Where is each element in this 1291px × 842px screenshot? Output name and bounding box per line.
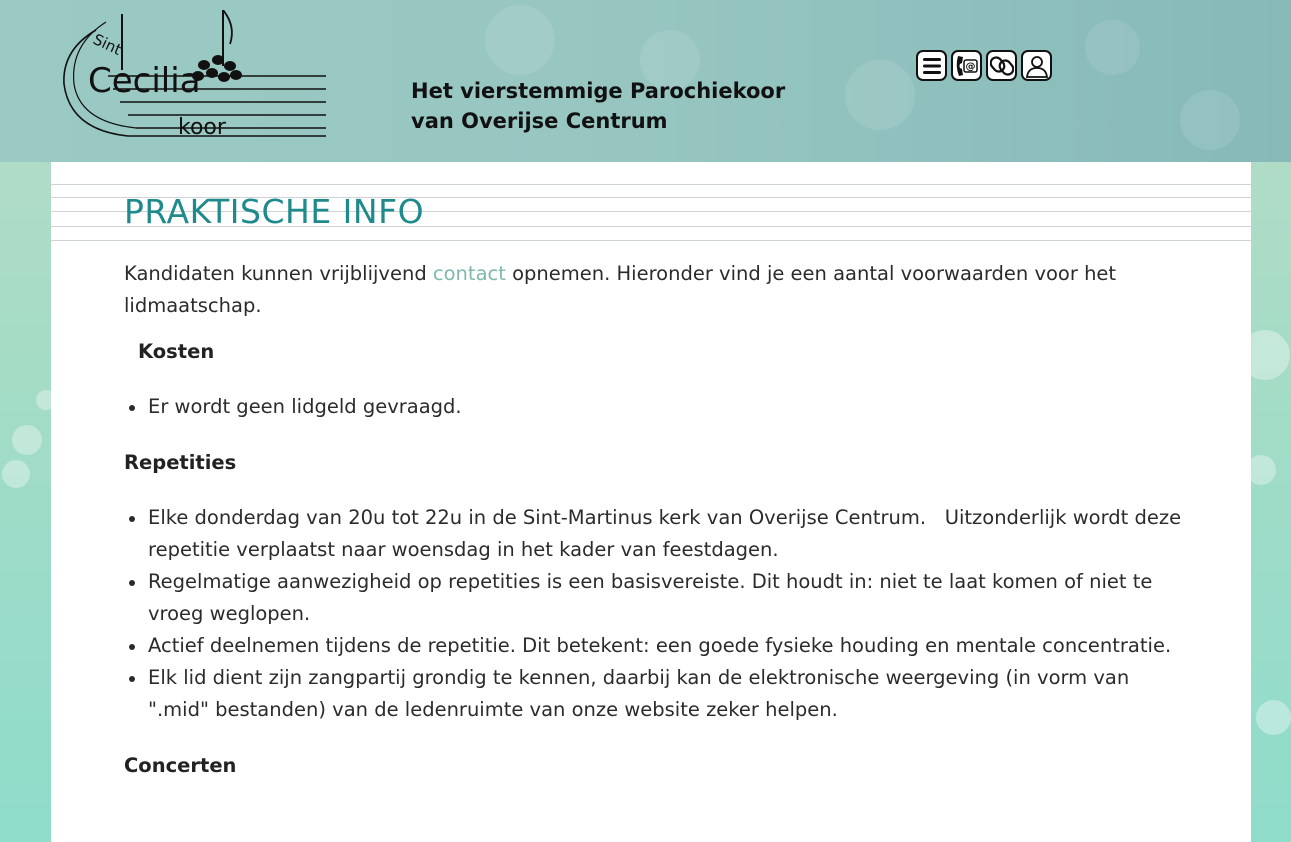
- user-icon: [1025, 54, 1049, 78]
- contact-link[interactable]: contact: [432, 262, 506, 285]
- sint-cecilia-koor-logo: [58, 10, 330, 140]
- intro-text-after: opnemen. Hieronder vind je een aantal voorwaarden voor het lidmaatschap.: [124, 262, 1117, 317]
- repetities-list: [124, 502, 1188, 726]
- svg-text:@: @: [965, 61, 975, 72]
- logo-text-cecilia: Cecilia: [88, 61, 201, 101]
- header-nav: [916, 50, 1052, 81]
- site-header: [0, 0, 1291, 162]
- links-button[interactable]: [986, 50, 1017, 81]
- logo-text-sint: Sint: [90, 30, 125, 59]
- article-body: [124, 258, 1188, 782]
- background-bokeh: [2, 460, 30, 488]
- header-bokeh: [1085, 20, 1140, 75]
- header-bokeh: [485, 5, 555, 75]
- staff-line: [51, 184, 1251, 185]
- list-item: Elke donderdag van 20u tot 22u in de Sint-Martinus kerk van Overijse Centrum. Uitzonderlijk wordt deze repetitie verplaatst naar woensdag in het kader van feestdagen.: [124, 502, 1184, 566]
- page-title: PRAKTISCHE INFO: [124, 192, 425, 231]
- tagline-line-1: Het vierstemmige Parochiekoor: [411, 79, 786, 103]
- list-item: Er wordt geen lidgeld gevraagd.: [124, 391, 1184, 423]
- list-item: Actief deelnemen tijdens de repetitie. Dit betekent: een goede fysieke houding en mentale concentratie.: [124, 630, 1184, 662]
- contact-button[interactable]: [951, 50, 982, 81]
- link-icon: [990, 54, 1014, 78]
- background-bokeh: [1256, 700, 1291, 735]
- main-content: [51, 162, 1251, 842]
- tagline-line-2: van Overijse Centrum: [411, 109, 668, 133]
- background-bokeh: [12, 425, 42, 455]
- staff-line: [51, 240, 1251, 241]
- list-item: Elk lid dient zijn zangpartij grondig te kennen, daarbij kan de elektronische weergeving (in vorm van ".mid" bestanden) van de ledenruimte van onze website zeker helpen.: [124, 662, 1184, 726]
- intro-paragraph: [124, 258, 1184, 322]
- kosten-list: [124, 391, 1184, 423]
- intro-text-before: Kandidaten kunnen vrijblijvend: [124, 262, 433, 285]
- section-heading-concerten: Concerten: [124, 754, 237, 777]
- site-tagline: [411, 76, 785, 136]
- list-item: Regelmatige aanwezigheid op repetities is een basisvereiste. Dit houdt in: niet te laat komen of niet te vroeg weglopen.: [124, 566, 1184, 630]
- logo-text-koor: koor: [178, 115, 226, 140]
- members-button[interactable]: [1021, 50, 1052, 81]
- header-bokeh: [1180, 90, 1240, 150]
- section-heading-kosten: Kosten: [138, 340, 215, 363]
- menu-button[interactable]: [916, 50, 947, 81]
- site-logo[interactable]: [58, 10, 330, 140]
- header-bokeh: [845, 60, 915, 130]
- section-heading-repetities: Repetities: [124, 451, 237, 474]
- menu-icon: [921, 55, 943, 77]
- phone-email-icon: [955, 54, 979, 78]
